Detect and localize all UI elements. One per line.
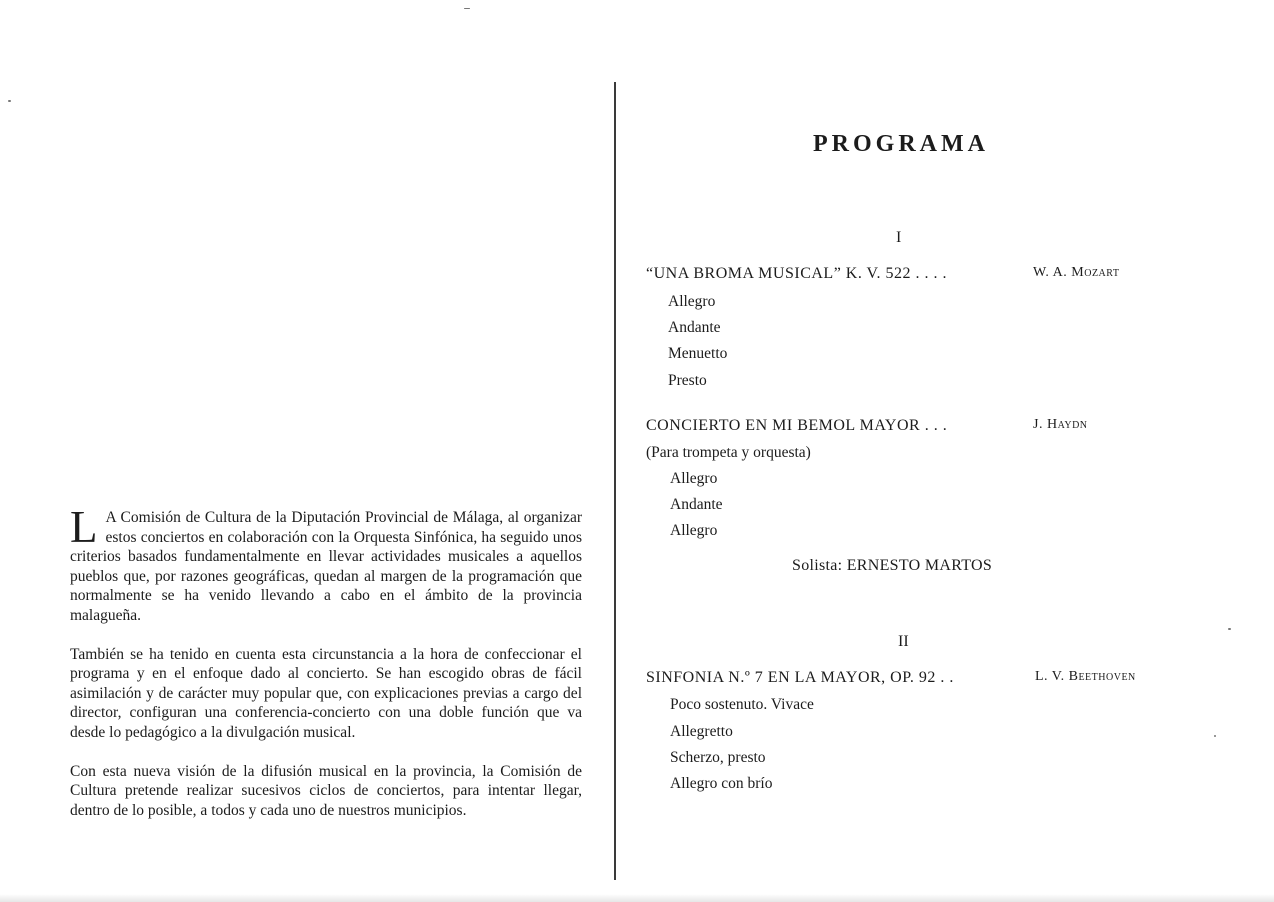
movement: Scherzo, presto	[670, 749, 766, 766]
right-page	[618, 0, 1274, 902]
work-subtitle: (Para trompeta y orquesta)	[646, 444, 811, 461]
movement: Andante	[668, 319, 721, 336]
movement: Allegro con brío	[670, 775, 773, 792]
movement: Allegro	[670, 470, 718, 487]
composer-initials: L. V. B	[1035, 669, 1079, 684]
intro-paragraph-1-text: A Comisión de Cultura de la Diputación Provincial de Málaga, al organizar estos conciertos en colaboración con la Orquesta Sinfónica, ha seguido unos criterios basados fundamentalmente en llevar actividades musicales a aquellos pueblos que, por razones geográficas, quedan al margen de la programación que normalmente se ha venido llevando a cabo en el ámbito de la provincia malagueña.	[70, 509, 582, 624]
speck	[1228, 628, 1231, 630]
intro-text	[70, 502, 582, 839]
composer-beethoven	[1035, 669, 1136, 685]
movement: Allegretto	[670, 723, 733, 740]
work-title: SINFONIA N.º 7 EN LA MAYOR, OP. 92 . .	[646, 669, 954, 686]
movement: Presto	[668, 372, 707, 389]
part-2-numeral: II	[898, 633, 909, 650]
composer-initials: W. A. M	[1033, 265, 1085, 280]
speck	[464, 8, 470, 9]
composer-surname: eethoven	[1078, 669, 1136, 684]
movement: Allegro	[670, 522, 718, 539]
movement: Andante	[670, 496, 723, 513]
movement: Allegro	[668, 293, 716, 310]
composer-mozart	[1033, 265, 1119, 281]
composer-surname: ozart	[1084, 265, 1120, 280]
page-fold	[614, 82, 616, 880]
work-haydn	[646, 417, 1166, 435]
work-title: CONCIERTO EN MI BEMOL MAYOR . . .	[646, 417, 948, 434]
intro-paragraph-2: También se ha tenido en cuenta esta circunstancia a la hora de confeccionar el programa y en el enfoque dado al concierto. Se han escogido obras de fácil asimilación y de carácter muy popular que, con explicaciones previas a cargo del director, configuran una conferencia-concierto con una doble función que va desde lo pedagógico a la divulgación musical.	[70, 645, 582, 741]
composer-surname: aydn	[1057, 417, 1088, 432]
speck	[8, 100, 11, 102]
drop-cap: L	[70, 502, 98, 552]
left-page	[0, 0, 614, 902]
work-title: “UNA BROMA MUSICAL” K. V. 522 . . . .	[646, 265, 948, 282]
page-bottom-edge	[0, 894, 1274, 902]
movement: Poco sostenuto. Vivace	[670, 696, 814, 713]
program-title: PROGRAMA	[813, 131, 989, 157]
intro-paragraph-1	[70, 502, 582, 626]
soloist: Solista: ERNESTO MARTOS	[792, 557, 993, 574]
composer-initials: J. H	[1033, 417, 1058, 432]
movement: Menuetto	[668, 345, 728, 362]
part-1-numeral: I	[896, 229, 902, 246]
intro-paragraph-3: Con esta nueva visión de la difusión musical en la provincia, la Comisión de Cultura pretende realizar sucesivos ciclos de conciertos, para intentar llegar, dentro de lo posible, a todos y cada uno de nuestros municipios.	[70, 762, 582, 819]
composer-haydn	[1033, 417, 1088, 433]
speck	[1214, 735, 1216, 737]
